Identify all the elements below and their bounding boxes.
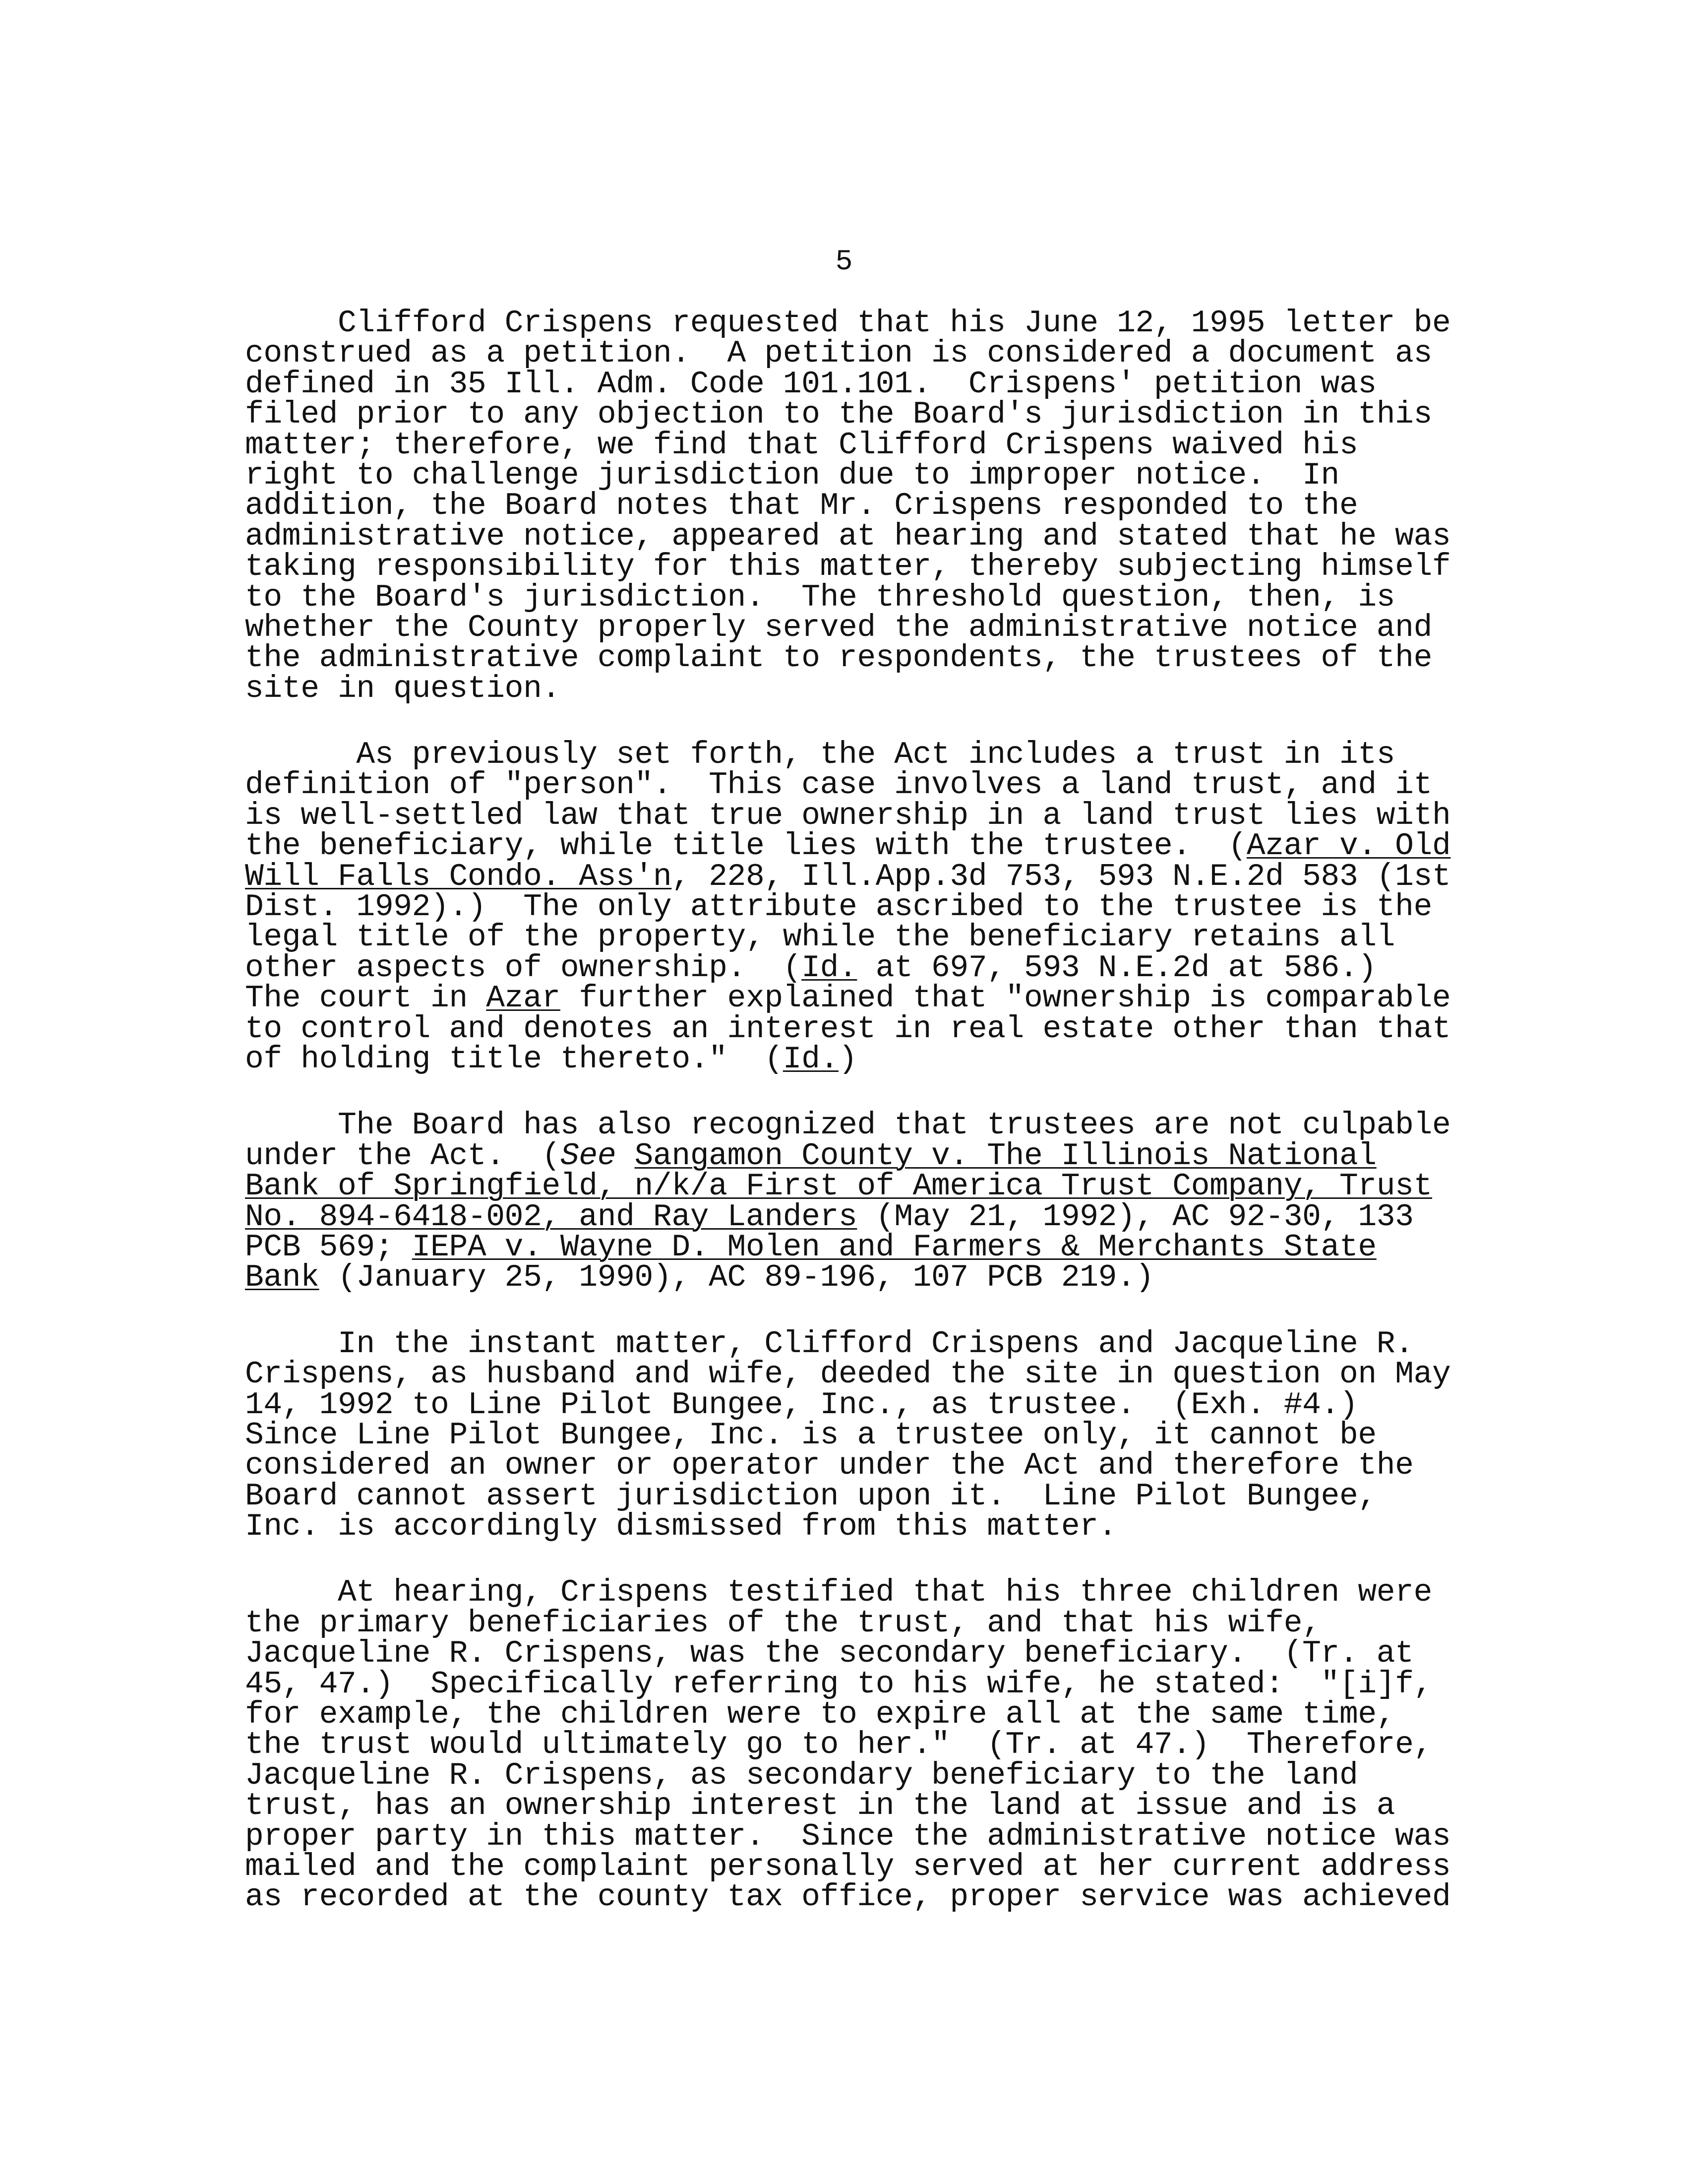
paragraph — [245, 737, 1470, 1077]
text-line — [245, 1757, 1470, 1793]
text-line — [245, 336, 1470, 372]
text-segment: defined in 35 Ill. Adm. Code 101.101. Crispens' petition was — [245, 366, 1377, 402]
text-line — [245, 859, 1470, 894]
text-segment: whether the County properly served the administrative notice and — [245, 610, 1432, 645]
text-segment: The Board has also recognized that trustees are not culpable — [245, 1108, 1451, 1143]
text-line — [245, 397, 1470, 433]
text-line — [245, 457, 1470, 493]
text-line — [245, 1011, 1470, 1047]
text-line — [245, 1818, 1470, 1854]
case-citation: IEPA v. Wayne D. Molen and Farmers & Merchants State — [412, 1229, 1377, 1265]
text-segment: the administrative complaint to respondents, the trustees of the — [245, 640, 1432, 676]
text-line — [245, 1357, 1470, 1392]
text-segment: Board cannot assert jurisdiction upon it. Line Pilot Bungee, — [245, 1478, 1377, 1514]
text-line — [245, 1326, 1470, 1362]
text-line — [245, 767, 1470, 803]
page-number: 5 — [835, 246, 853, 278]
text-line — [245, 1199, 1470, 1235]
text-line — [245, 920, 1470, 955]
text-segment: As previously set forth, the Act includes a trust in its — [245, 737, 1395, 773]
text-line — [245, 1879, 1470, 1915]
text-line — [245, 610, 1470, 645]
case-citation: Bank of Springfield, n/k/a First of America Trust Company, Trust — [245, 1169, 1432, 1204]
text-segment: construed as a petition. A petition is considered a document as — [245, 336, 1432, 372]
text-segment: right to challenge jurisdiction due to improper notice. In — [245, 457, 1339, 493]
text-line — [245, 1697, 1470, 1733]
text-line — [245, 981, 1470, 1016]
text-segment: to control and denotes an interest in real estate other than that — [245, 1011, 1451, 1047]
text-segment: addition, the Board notes that Mr. Crispens responded to the — [245, 488, 1358, 524]
text-line — [245, 1788, 1470, 1824]
text-segment: Jacqueline R. Crispens, as secondary beneficiary to the land — [245, 1757, 1358, 1793]
text-segment: (May 21, 1992), AC 92-30, 133 — [857, 1199, 1414, 1235]
signal-word: See — [560, 1138, 616, 1174]
text-line — [245, 579, 1470, 615]
text-segment: other aspects of ownership. ( — [245, 950, 802, 986]
text-segment: filed prior to any objection to the Board's jurisdiction in this — [245, 397, 1432, 433]
text-line — [245, 671, 1470, 706]
text-line — [245, 1229, 1470, 1265]
text-line — [245, 1666, 1470, 1702]
text-segment: to the Board's jurisdiction. The threshold question, then, is — [245, 579, 1395, 615]
case-citation: Azar v. Old — [1246, 828, 1451, 864]
text-line — [245, 549, 1470, 585]
text-line — [245, 488, 1470, 524]
text-segment: legal title of the property, while the beneficiary retains all — [245, 920, 1395, 955]
text-line — [245, 640, 1470, 676]
text-segment: Dist. 1992).) The only attribute ascribed to the trustee is the — [245, 889, 1432, 925]
case-citation: Bank — [245, 1260, 319, 1296]
case-citation: Azar — [486, 981, 560, 1016]
text-segment: 45, 47.) Specifically referring to his wife, he stated: "[i]f, — [245, 1666, 1432, 1702]
text-segment: the trust would ultimately go to her." (Tr. at 47.) Therefore, — [245, 1727, 1432, 1763]
text-segment: In the instant matter, Clifford Crispens and Jacqueline R. — [245, 1326, 1414, 1362]
text-line — [245, 1575, 1470, 1611]
text-segment: Inc. is accordingly dismissed from this matter. — [245, 1509, 1117, 1545]
text-segment: proper party in this matter. Since the administrative notice was — [245, 1818, 1451, 1854]
text-line — [245, 1478, 1470, 1514]
case-citation: Id. — [801, 950, 857, 986]
text-line — [245, 1108, 1470, 1143]
text-segment: The court in — [245, 981, 486, 1016]
text-line — [245, 1138, 1470, 1174]
text-line — [245, 1509, 1470, 1545]
text-segment: PCB 569; — [245, 1229, 412, 1265]
text-segment: , 228, Ill.App.3d 753, 593 N.E.2d 583 (1st — [671, 859, 1451, 894]
text-line — [245, 1041, 1470, 1077]
text-segment: site in question. — [245, 671, 560, 706]
text-line — [245, 1605, 1470, 1641]
text-segment: 14, 1992 to Line Pilot Bungee, Inc., as trustee. (Exh. #4.) — [245, 1387, 1358, 1423]
text-line — [245, 889, 1470, 925]
paragraph — [245, 308, 1470, 704]
case-citation: Sangamon County v. The Illinois National — [634, 1138, 1377, 1174]
text-segment: taking responsibility for this matter, thereby subjecting himself — [245, 549, 1451, 585]
case-citation: Will Falls Condo. Ass'n — [245, 859, 672, 894]
text-segment: administrative notice, appeared at hearing and stated that he was — [245, 518, 1451, 554]
text-segment: considered an owner or operator under the Act and therefore the — [245, 1448, 1414, 1484]
text-segment: is well-settled law that true ownership in a land trust lies with — [245, 798, 1451, 833]
text-line — [245, 1387, 1470, 1423]
case-citation: No. 894-6418-002, and Ray Landers — [245, 1199, 857, 1235]
text-segment: under the Act. ( — [245, 1138, 560, 1174]
text-line — [245, 1636, 1470, 1672]
text-line — [245, 306, 1470, 341]
text-segment: ) — [839, 1041, 857, 1077]
text-segment: further explained that "ownership is comparable — [560, 981, 1451, 1016]
text-segment: for example, the children were to expire all at the same time, — [245, 1697, 1395, 1733]
text-line — [245, 1849, 1470, 1884]
text-line — [245, 798, 1470, 833]
text-line — [245, 1169, 1470, 1204]
paragraph — [245, 1326, 1470, 1545]
text-segment: (January 25, 1990), AC 89-196, 107 PCB 219.) — [319, 1260, 1154, 1296]
text-line — [245, 427, 1470, 463]
text-segment: trust, has an ownership interest in the land at issue and is a — [245, 1788, 1395, 1824]
text-line — [245, 737, 1470, 773]
text-segment — [616, 1138, 634, 1174]
case-citation: Id. — [783, 1041, 839, 1077]
text-segment: Clifford Crispens requested that his June 12, 1995 letter be — [245, 306, 1451, 341]
text-segment: definition of "person". This case involves a land trust, and it — [245, 767, 1432, 803]
paragraph — [245, 1575, 1470, 1915]
text-line — [245, 1417, 1470, 1453]
text-segment: at 697, 593 N.E.2d at 586.) — [857, 950, 1377, 986]
paragraph — [245, 1108, 1470, 1296]
text-line — [245, 950, 1470, 986]
text-segment: matter; therefore, we find that Clifford Crispens waived his — [245, 427, 1358, 463]
text-line — [245, 518, 1470, 554]
text-line — [245, 1260, 1470, 1296]
text-line — [245, 1448, 1470, 1484]
text-line — [245, 1727, 1470, 1763]
text-segment: the primary beneficiaries of the trust, and that his wife, — [245, 1605, 1321, 1641]
text-line — [245, 366, 1470, 402]
body-text — [245, 308, 1470, 1948]
text-segment: the beneficiary, while title lies with the trustee. ( — [245, 828, 1247, 864]
text-line — [245, 828, 1470, 864]
text-segment: of holding title thereto." ( — [245, 1041, 783, 1077]
text-segment: as recorded at the county tax office, proper service was achieved — [245, 1879, 1451, 1915]
text-segment: At hearing, Crispens testified that his three children were — [245, 1575, 1432, 1611]
text-segment: Jacqueline R. Crispens, was the secondary beneficiary. (Tr. at — [245, 1636, 1414, 1672]
text-segment: Since Line Pilot Bungee, Inc. is a trustee only, it cannot be — [245, 1417, 1377, 1453]
text-segment: Crispens, as husband and wife, deeded the site in question on May — [245, 1357, 1451, 1392]
text-segment: mailed and the complaint personally served at her current address — [245, 1849, 1451, 1884]
